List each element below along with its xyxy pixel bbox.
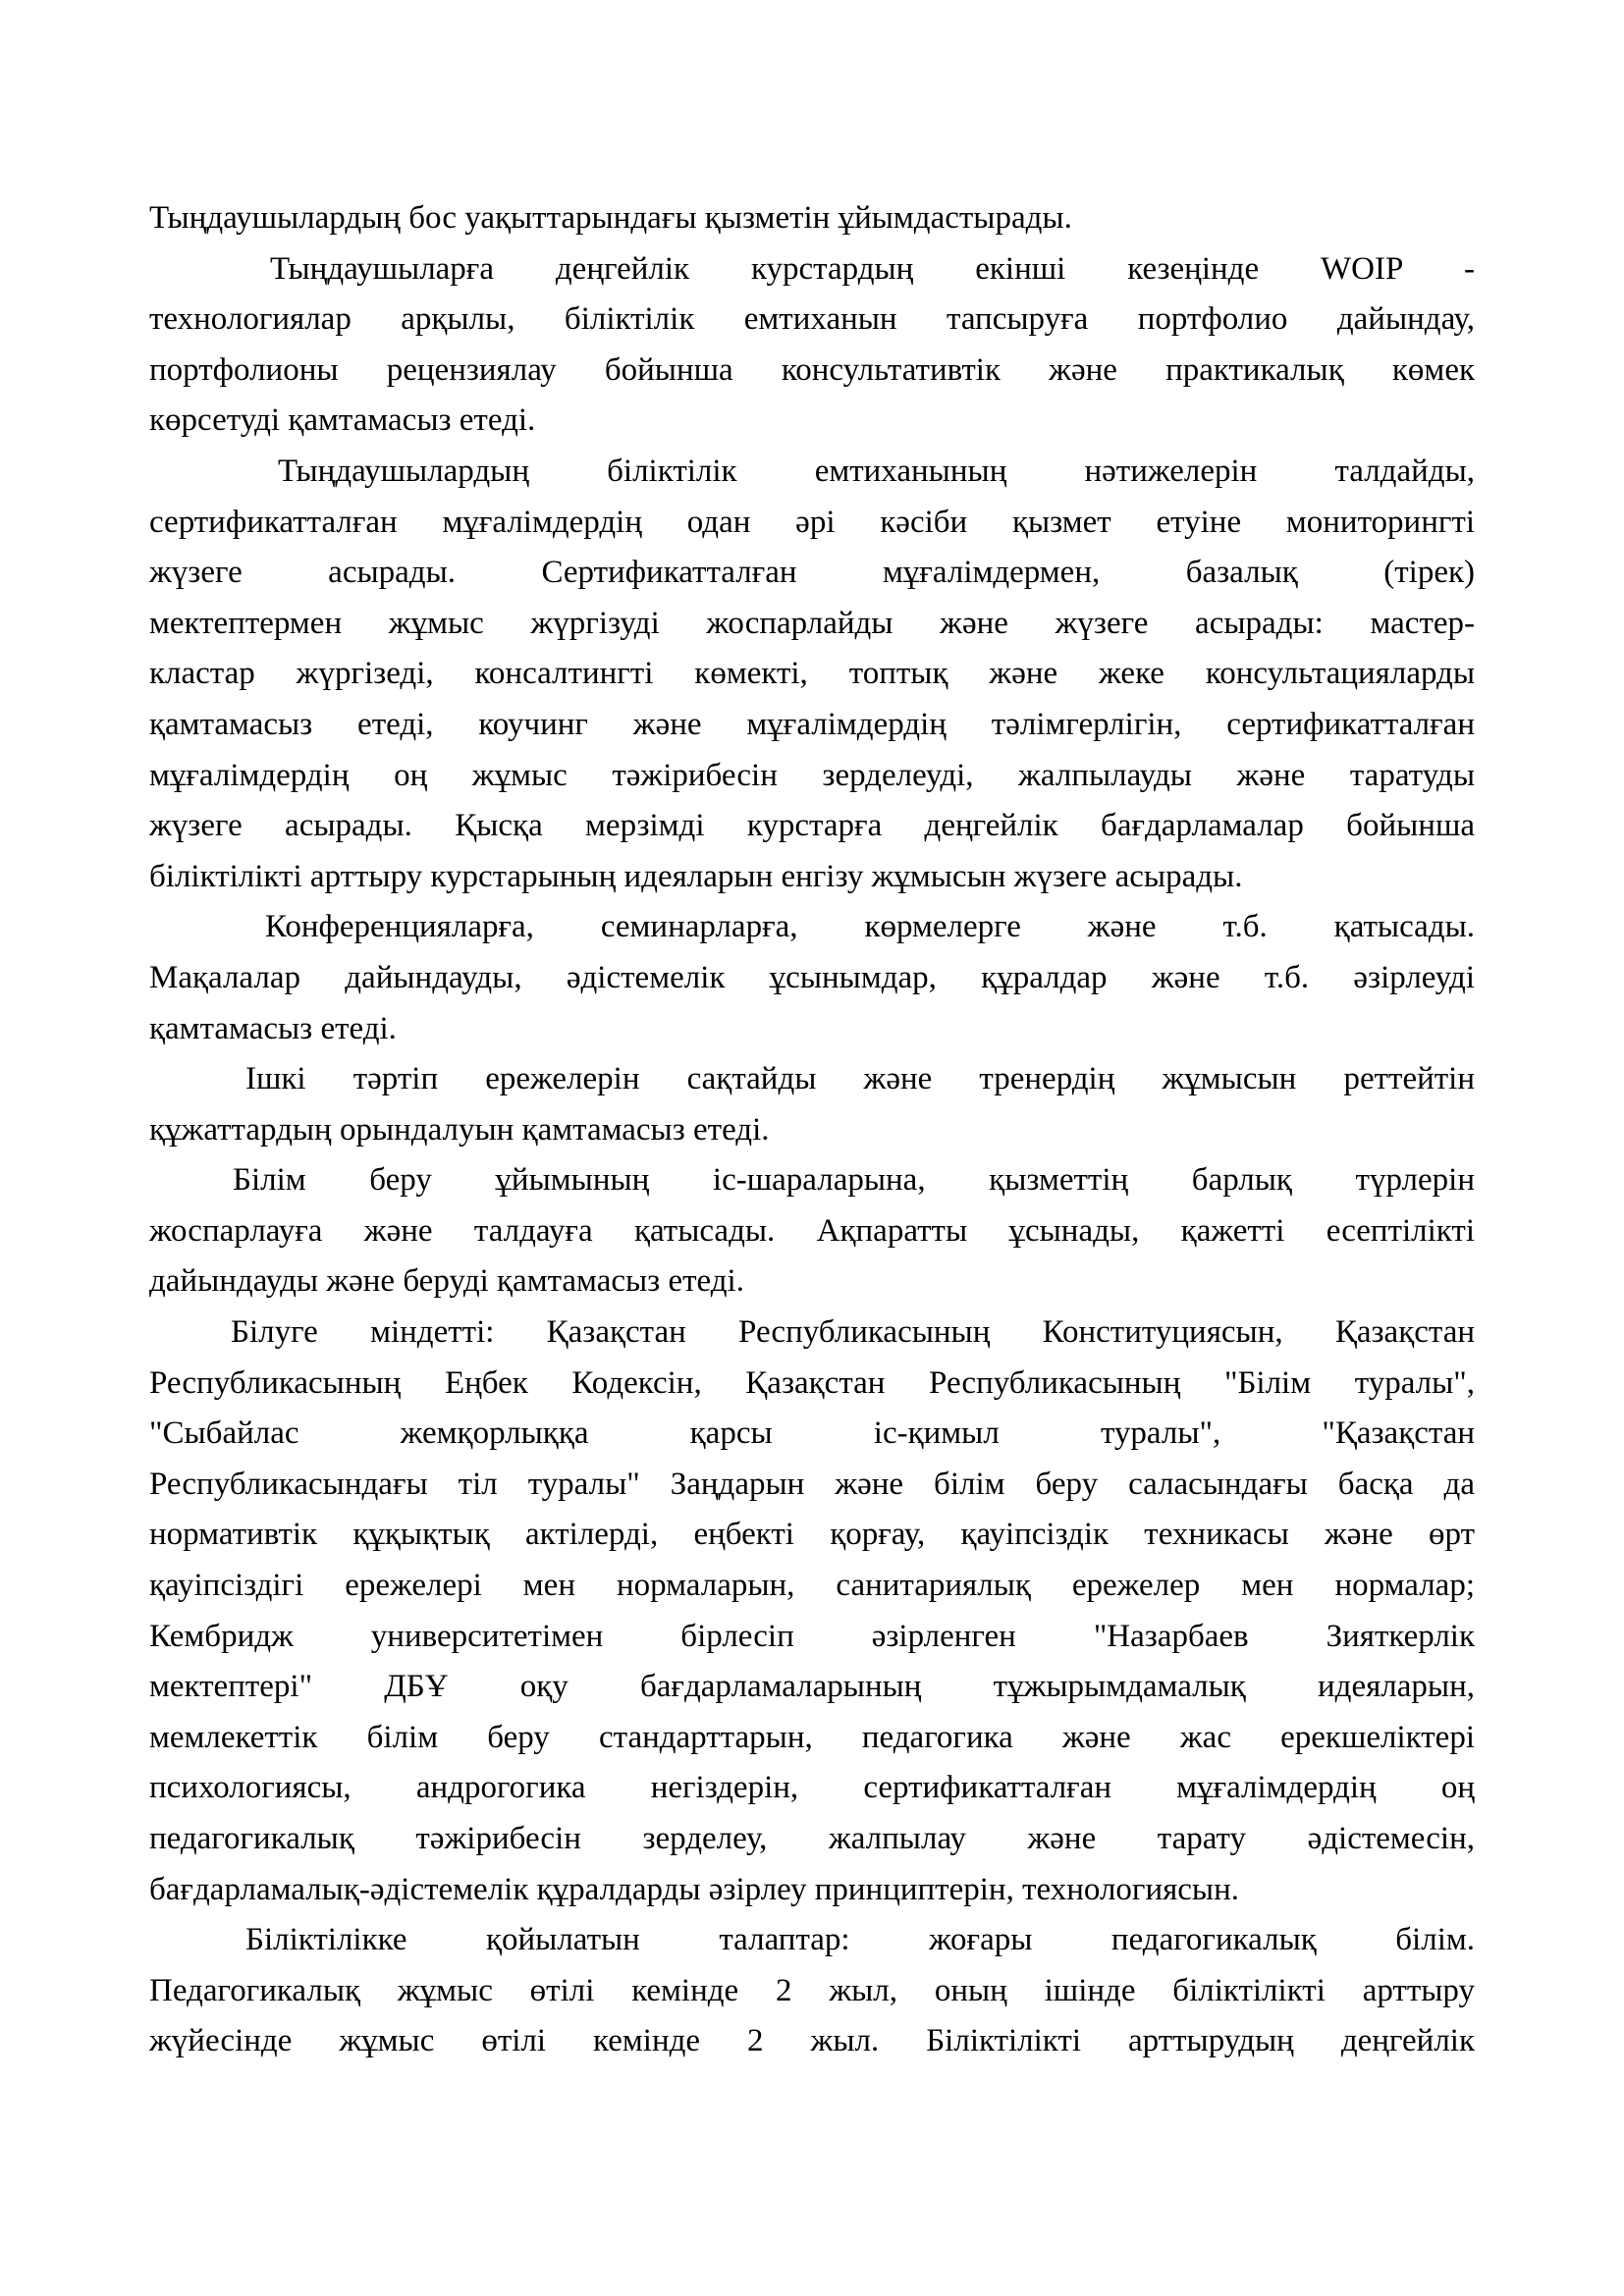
text-line: Біліктілікке қойылатын талаптар: жоғары педагогикалық білім. — [245, 1922, 1475, 1958]
text-line: Педагогикалық жұмыс өтілі кемінде 2 жыл, оның ішінде біліктілікті арттыру — [149, 1972, 1475, 2008]
paragraph-planning — [149, 1155, 1475, 1308]
text-line: мемлекеттік білім беру стандарттарын, педагогика және жас ерекшеліктері — [149, 1719, 1475, 1755]
text-line: қамтамасыз етеді, коучинг және мұғалімдердің тәлімгерлігін, сертификатталған — [149, 706, 1475, 742]
text-line: кластар жүргізеді, консалтингті көмекті, топтық және жеке консультацияларды — [149, 656, 1475, 692]
paragraph-portfolio-support — [149, 244, 1475, 447]
text-line: біліктілікті арттыру курстарының идеяларын енгізу жұмысын жүзеге асырады. — [149, 858, 1243, 894]
text-line: Республикасының Еңбек Кодексін, Қазақстан Республикасының "Білім туралы", — [149, 1364, 1475, 1401]
text-line: жүзеге асырады. Сертификатталған мұғалімдермен, базалық (тірек) — [149, 555, 1475, 591]
text-line: дайындауды және беруді қамтамасыз етеді. — [149, 1263, 744, 1300]
text-line: қауіпсіздігі ережелері мен нормаларын, санитариялық ережелер мен нормалар; — [149, 1568, 1475, 1604]
text-line: мектептермен жұмыс жүргізуді жоспарлайды және жүзеге асырады: мастер- — [149, 605, 1475, 641]
text-line: Ішкі тәртіп ережелерін сақтайды және тренердің жұмысын реттейтін — [245, 1061, 1475, 1097]
text-line: Мақалалар дайындауды, әдістемелік ұсынымдар, құралдар және т.б. әзірлеуді — [149, 959, 1475, 995]
text-line: бағдарламалық-әдістемелік құралдарды әзірлеу принциптерін, технологиясын. — [149, 1871, 1240, 1907]
text-line: технологиялар арқылы, біліктілік емтиханын тапсыруға портфолио дайындау, — [149, 301, 1475, 338]
text-line: Тыңдаушыларға деңгейлік курстардың екінші кезеңінде WOIP - — [270, 250, 1475, 287]
text-line: Тыңдаушылардың біліктілік емтиханының нәтижелерін талдайды, — [278, 453, 1475, 489]
text-line: құжаттардың орындалуын қамтамасыз етеді. — [149, 1111, 770, 1148]
paragraph-must-know — [149, 1308, 1475, 1915]
text-line: жоспарлауға және талдауға қатысады. Ақпаратты ұсынады, қажетті есептілікті — [149, 1212, 1475, 1249]
text-line: портфолионы рецензиялау бойынша консультативтік және практикалық көмек — [149, 351, 1475, 388]
text-line: жүйесінде жұмыс өтілі кемінде 2 жыл. Біліктілікті арттырудың деңгейлік — [149, 2023, 1475, 2059]
paragraph-qualification-requirements — [149, 1915, 1475, 2067]
document-body — [149, 193, 1475, 2067]
text-line: Республикасындағы тіл туралы" Заңдарын және білім беру саласындағы басқа да — [149, 1466, 1475, 1502]
text-line: мектептері" ДБҰ оқу бағдарламаларының тұжырымдамалық идеяларын, — [149, 1669, 1475, 1705]
text-line: көрсетуді қамтамасыз етеді. — [149, 402, 536, 439]
text-line: Білуге міндетті: Қазақстан Республикасының Конституциясын, Қазақстан — [231, 1314, 1475, 1351]
paragraph-leisure-activities — [149, 193, 1475, 244]
text-line: "Сыбайлас жемқорлыққа қарсы іс-қимыл туралы", "Қазақстан — [149, 1415, 1475, 1452]
text-line: нормативтік құқықтық актілерді, еңбекті қорғау, қауіпсіздік техникасы және өрт — [149, 1517, 1475, 1553]
text-line: психологиясы, андрогогика негіздерін, сертификатталған мұғалімдердің оң — [149, 1770, 1475, 1806]
text-line: педагогикалық тәжірибесін зерделеу, жалпылау және тарату әдістемесін, — [149, 1821, 1475, 1856]
text-line: Конференцияларға, семинарларға, көрмелерге және т.б. қатысады. — [265, 909, 1475, 945]
text-line: жүзеге асырады. Қысқа мерзімді курстарға деңгейлік бағдарламалар бойынша — [149, 808, 1475, 844]
paragraph-conferences — [149, 902, 1475, 1054]
text-line: Тыңдаушылардың бос уақыттарындағы қызметін ұйымдастырады. — [149, 200, 1072, 236]
text-line: Кембридж университетімен бірлесіп әзірленген "Назарбаев Зияткерлік — [149, 1618, 1475, 1654]
text-line: қамтамасыз етеді. — [149, 1010, 397, 1046]
text-line: мұғалімдердің оң жұмыс тәжірибесін зерделеуді, жалпылауды және таратуды — [149, 757, 1475, 793]
text-line: сертификатталған мұғалімдердің одан әрі кәсіби қызмет етуіне мониторингті — [149, 504, 1475, 540]
paragraph-exam-analysis — [149, 447, 1475, 902]
text-line: Білім беру ұйымының іс-шараларына, қызметтің барлық түрлерін — [233, 1162, 1475, 1199]
paragraph-internal-rules — [149, 1054, 1475, 1155]
